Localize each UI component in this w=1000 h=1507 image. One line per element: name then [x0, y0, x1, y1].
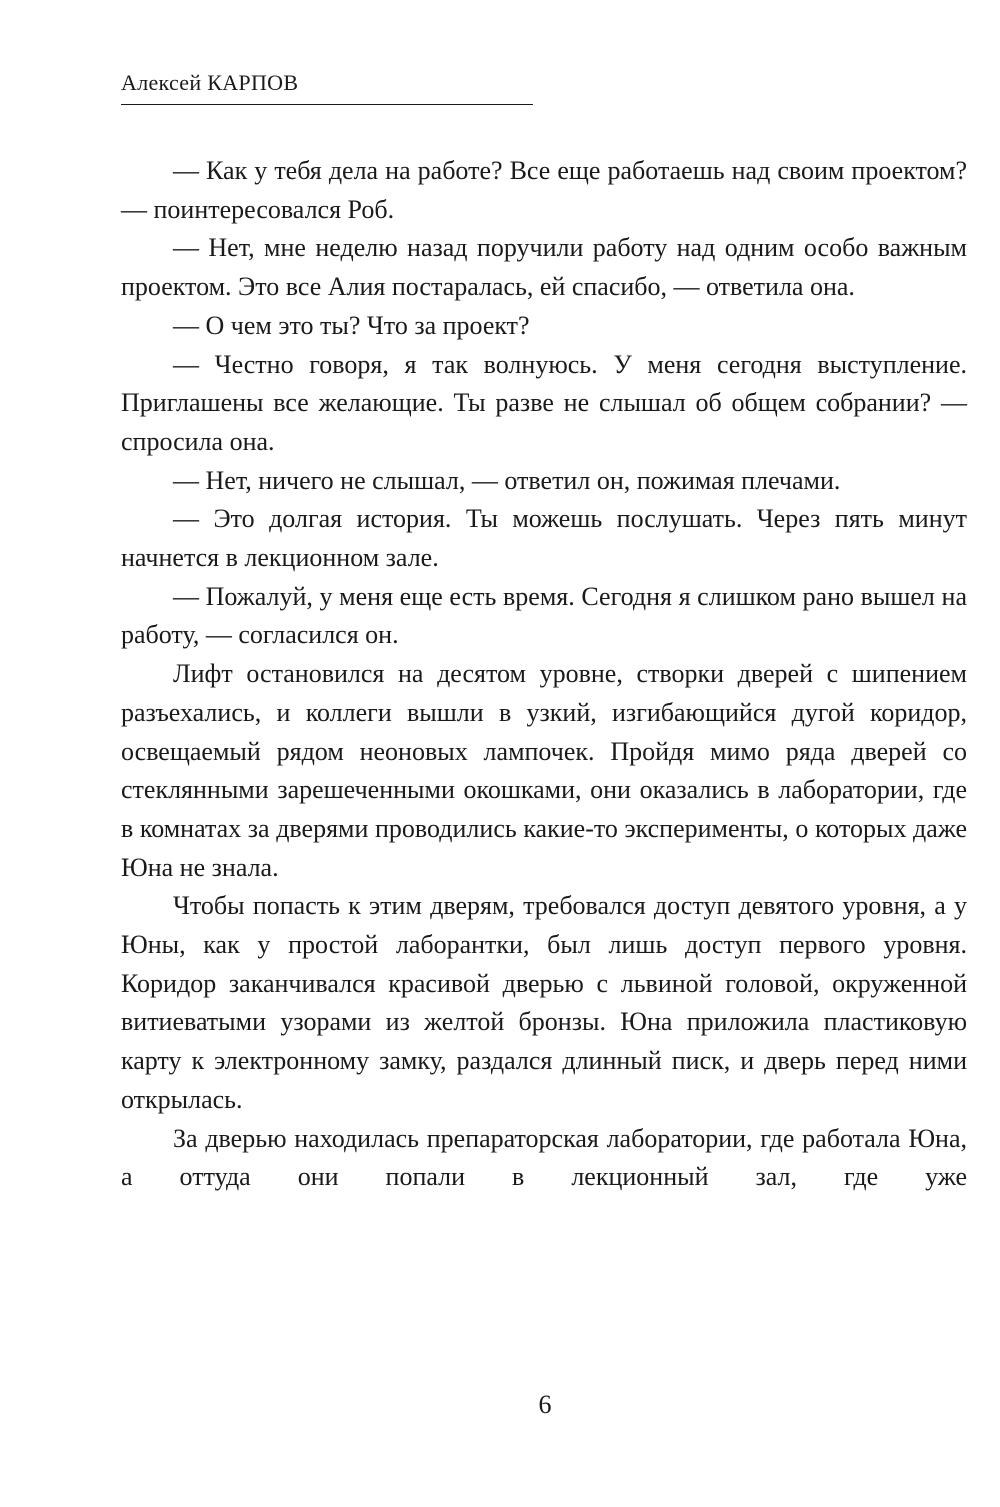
paragraph-3: — О чем это ты? Что за проект? [173, 310, 530, 340]
paragraph-5: — Нет, ничего не слышал, — ответил он, пожимая плечами. [173, 465, 841, 495]
paragraph-2: — Нет, мне неделю назад поручили работу над одним особо важным проектом. Это все Алия постаралась, ей спасибо, — ответила она. [121, 233, 967, 302]
paragraph-9: Чтобы попасть к этим дверям, требовался доступ девятого уровня, а у Юны, как у простой лаборантки, был лишь доступ первого уровня. Коридор заканчивался красивой дверью с львиной головой, окруженной витиеватыми узорами из желтой бронзы. Юна приложила пластиковую карту к электронному замку, раздался длинный писк, и дверь перед ними открылась. [121, 891, 967, 1114]
author-name: Алексей КАРПОВ [121, 70, 299, 95]
paragraph-10: За дверью находилась препараторская лаборатории, где работала Юна, а оттуда они попали в лекционный зал, где уже [121, 1123, 967, 1192]
paragraph-8: Лифт остановился на десятом уровне, створки дверей с шипением разъехались, и коллеги вышли в узкий, изгибающийся дугой коридор, освещаемый рядом неоновых лампочек. Пройдя мимо ряда дверей со стеклянными зарешеченными окошками, они оказались в лаборатории, где в комнатах за дверями проводились какие-то эксперименты, о которых даже Юна не знала. [121, 659, 967, 882]
running-head [121, 70, 533, 105]
page-number: 6 [538, 1390, 552, 1419]
paragraph-7: — Пожалуй, у меня еще есть время. Сегодня я слишком рано вышел на работу, — согласился он. [121, 581, 967, 650]
paragraph-1: — Как у тебя дела на работе? Все еще работаешь над своим проектом? — поинтересовался Роб. [121, 156, 967, 224]
paragraph-4: — Честно говоря, я так волнуюсь. У меня сегодня выступление. Приглашены все желающие. Ты разве не слышал об общем собрании? — спросила она. [121, 349, 967, 456]
paragraph-6: — Это долгая история. Ты можешь послушать. Через пять минут начнется в лекционном зале. [121, 504, 967, 573]
body-text [121, 152, 967, 1197]
